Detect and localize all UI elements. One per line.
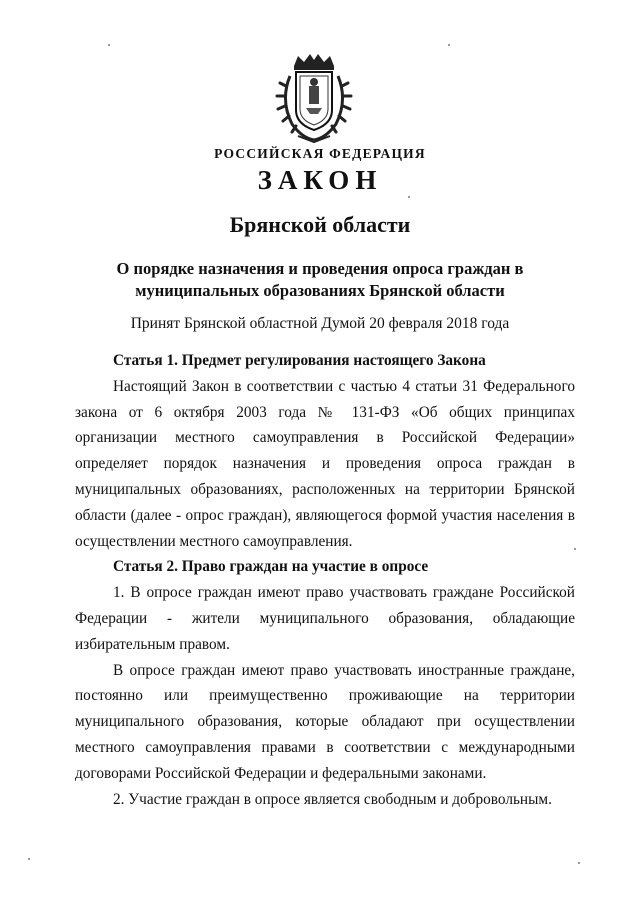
region-name: Брянской области	[229, 212, 411, 237]
law-title-line-2: муниципальных образованиях Брянской области	[135, 281, 505, 300]
law-body	[75, 348, 575, 812]
article-1-heading: Статья 1. Предмет регулирования настоящего Закона	[113, 352, 486, 369]
bryansk-coat-of-arms-icon	[272, 52, 356, 144]
adoption-date: Принят Брянской областной Думой 20 февраля 2018 года	[130, 315, 510, 332]
scan-speck	[408, 196, 410, 198]
scan-speck	[448, 44, 450, 46]
law-title-line-1: О порядке назначения и проведения опроса граждан в	[116, 259, 524, 278]
law-title	[0, 258, 640, 302]
article-2-paragraph-2: В опросе граждан имеют право участвовать иностранные граждане, постоянно или преимущественно проживающие на территории муниципального образования, которые обладают при осуществлении местного самоуправления правами в соответствии с международными договорами Российской Федерации и федеральными законами.	[75, 661, 575, 782]
scan-speck	[28, 858, 30, 860]
scan-speck	[574, 548, 576, 550]
document-type: ЗАКОН	[257, 165, 383, 195]
article-2-paragraph-1: 1. В опросе граждан имеют право участвовать граждане Российской Федерации - жители муниципального образования, обладающие избирательным правом.	[75, 584, 575, 653]
article-1-text: Настоящий Закон в соответствии с частью 4 статьи 31 Федерального закона от 6 октября 2003 года № 131-ФЗ «Об общих принципах организации местного самоуправления в Российской Федерации» определяет порядок назначения и проведения опроса граждан в муниципальных образованиях, расположенных на территории Брянской области (далее - опрос граждан), являющегося формой участия населения в осуществлении местного самоуправления.	[75, 377, 575, 550]
article-2-heading: Статья 2. Право граждан на участие в опросе	[113, 558, 429, 576]
article-2-paragraph-3: 2. Участие граждан в опросе является свободным и добровольным.	[113, 790, 552, 808]
scan-speck	[108, 44, 110, 46]
scan-speck	[578, 862, 580, 864]
country-name: РОССИЙСКАЯ ФЕДЕРАЦИЯ	[214, 146, 426, 161]
